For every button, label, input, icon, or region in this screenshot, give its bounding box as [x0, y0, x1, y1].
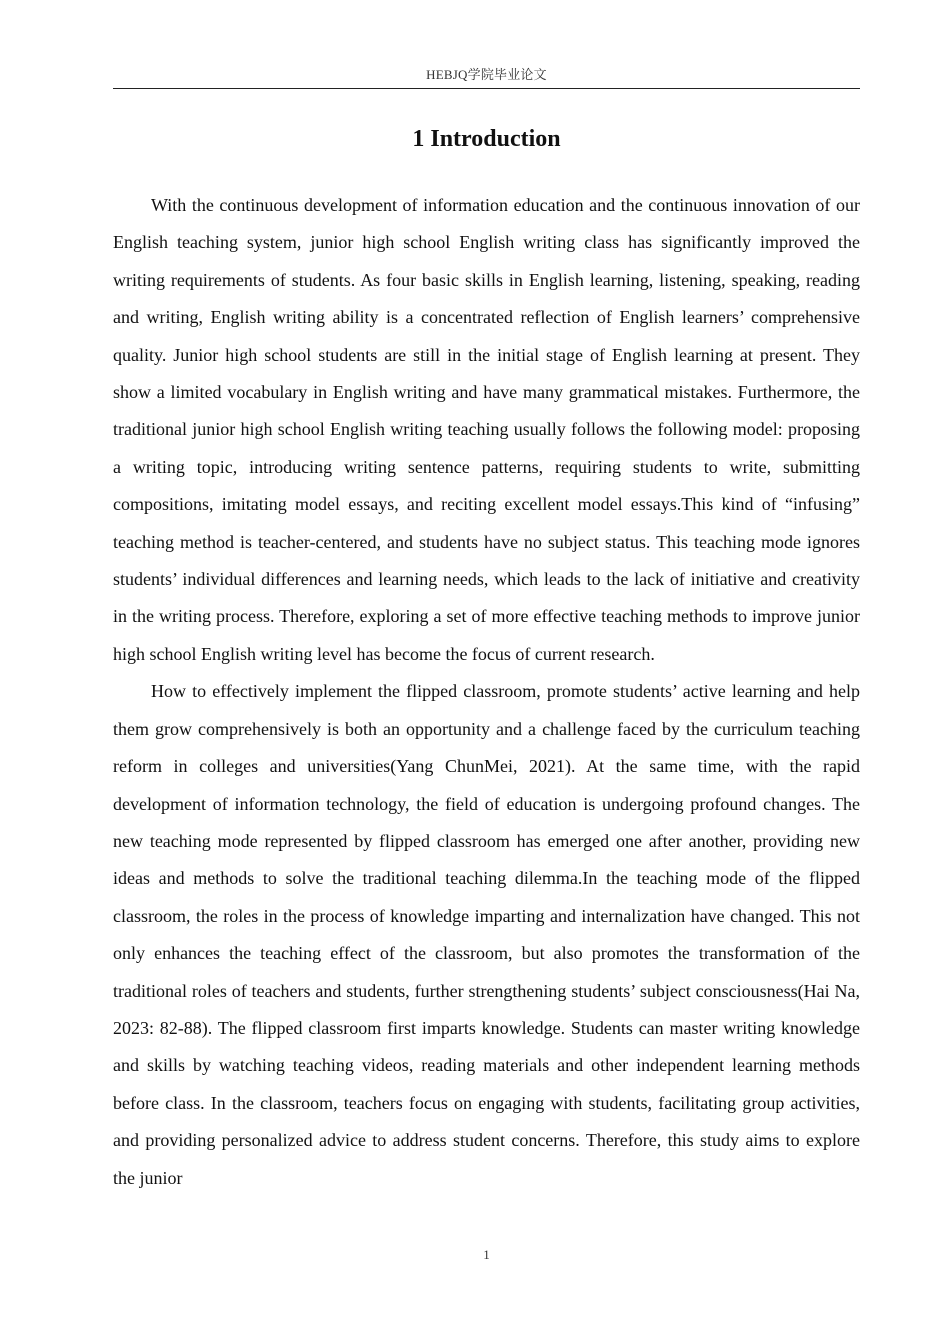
paragraph-1: With the continuous development of information education and the continuous innovation of our English teaching system, junior high school English writing class has significantly improved the writing requirements of students. As four basic skills in English learning, listening, speaking, reading and writing, English writing ability is a concentrated reflection of English learners’ comprehensive quality. Junior high school students are still in the initial stage of English learning at present. They show a limited vocabulary in English writing and have many grammatical mistakes. Furthermore, the traditional junior high school English writing teaching usually follows the following model: proposing a writing topic, introducing writing sentence patterns, requiring students to write, submitting compositions, imitating model essays, and reciting excellent model essays.This kind of “infusing” teaching method is teacher-centered, and students have no subject status. This teaching mode ignores students’ individual differences and learning needs, which leads to the lack of initiative and creativity in the writing process. Therefore, exploring a set of more effective teaching methods to improve junior high school English writing level has become the focus of current research. — [113, 195, 860, 664]
section-title: 1 Introduction — [412, 126, 561, 152]
page-header — [113, 66, 860, 89]
paragraph-2: How to effectively implement the flipped classroom, promote students’ active learning and help them grow comprehensively is both an opportunity and a challenge faced by the curriculum teaching reform in colleges and universities(Yang ChunMei, 2021). At the same time, with the rapid development of information technology, the field of education is undergoing profound changes. The new teaching mode represented by flipped classroom has emerged one after another, providing new ideas and methods to solve the traditional teaching dilemma.In the teaching mode of the flipped classroom, the roles in the process of knowledge imparting and internalization have changed. This not only enhances the teaching effect of the classroom, but also promotes the transformation of the traditional roles of teachers and students, further strengthening students’ subject consciousness(Hai Na, 2023: 82-88). The flipped classroom first imparts knowledge. Students can master writing knowledge and skills by watching teaching videos, reading materials and other independent learning methods before class. In the classroom, teachers focus on engaging with students, facilitating group activities, and providing personalized advice to address student concerns. Therefore, this study aims to explore the junior — [113, 681, 860, 1188]
header-title: HEBJQ学院毕业论文 — [426, 67, 547, 82]
body-text — [113, 187, 860, 1197]
page-number: 1 — [483, 1247, 490, 1262]
